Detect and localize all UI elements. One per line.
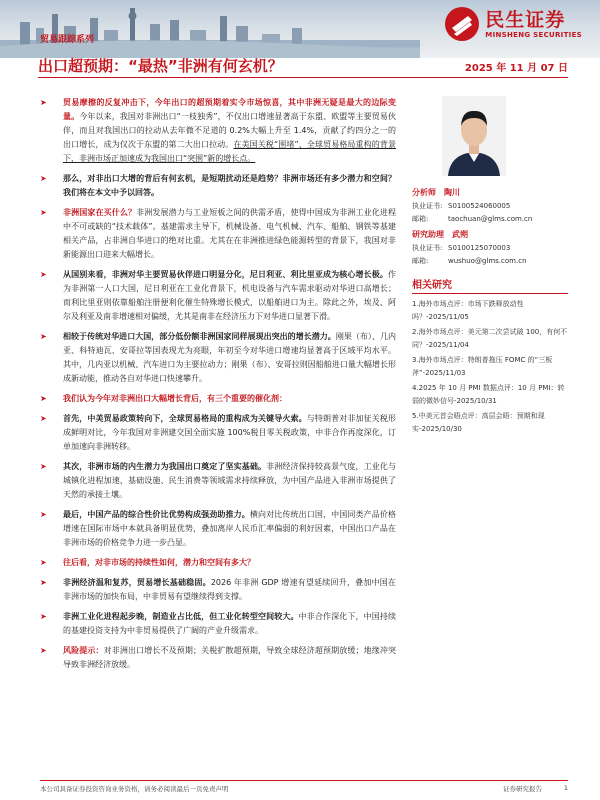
paragraph-text: 往后看，对非市场的持续性如何，潜力和空间有多大？ [63, 558, 255, 567]
paragraph-text: 非洲发展潜力与工业短板之间的供需矛盾，使得中国成为非洲工业化进程中不可或缺的“技术载体”。基建需求主导下，机械设备、电气机械、汽车、船舶、钢铁等基建相关产品，占非洲自华进口的绝对比重。尤其在在非洲推进绿色能源转型的背景下，我国对非新能源出口迎来大幅增长。 [63, 208, 396, 259]
paragraph-text: 首先，中美贸易政策转向下，全球贸易格局的重构成为关键导火索。 [63, 414, 307, 423]
paragraph [40, 576, 396, 604]
paragraph [40, 610, 396, 638]
page-number: 1 [563, 784, 568, 792]
bullet-arrow-icon: ➤ [40, 578, 47, 587]
paragraph [40, 460, 396, 502]
paragraph-text: 贸易摩擦的反复冲击下，今年出口的超预期着实令市场惊喜，其中非洲无疑是最大的边际变量。 [63, 98, 396, 121]
paragraph [40, 556, 396, 570]
bullet-arrow-icon: ➤ [40, 174, 47, 183]
bullet-arrow-icon: ➤ [40, 394, 47, 403]
paragraph-text: 刚果（布）、几内亚、科特迪瓦、安哥拉等国表现尤为亮眼，年初至今对华进口增速均显著高于区域平均水平。其中，几内亚以机械、汽车进口为主要拉动力；刚果（布）、安哥拉则因船舶进口量大幅增长形成新动能，推动各自对华进口快速攀升。 [63, 332, 396, 383]
analyst-role: 研究助理 [412, 230, 444, 239]
paragraph [40, 268, 396, 324]
analyst-name: 武朔 [452, 230, 468, 239]
footer-divider [40, 780, 568, 781]
sidebar [412, 96, 568, 438]
paragraph [40, 644, 396, 672]
paragraph [40, 392, 396, 406]
email-label: 邮箱: [412, 257, 429, 265]
bullet-arrow-icon: ➤ [40, 462, 47, 471]
paragraph-text: 我们认为今年对非洲出口大幅增长背后，有三个重要的催化剂： [63, 394, 287, 403]
paragraph-text: 今年以来，我国对非洲出口“一枝独秀”，不仅出口增速显著高于东盟、欧盟等主要贸易伙伴，而且对我国出口的拉动从去年微不足道的 0.2%大幅上升至 1.4%，贡献了约四分之一的出口增长，成为仅次于东盟的第二大出口拉动。 [63, 112, 396, 149]
paragraph-text: 作为非洲第一人口大国，尼日利亚在工业化背景下，机电设备与汽车需求驱动对华进口高增长；而利比里亚则依靠船舶注册便利化催生特殊增长模式，以船舶进口为主。除此之外，埃及、阿尔及利亚及南非增速相对偏缓，尤其是南非在经济压力下对华进口显著下滑。 [63, 270, 396, 321]
city-skyline-image [0, 0, 420, 58]
bullet-arrow-icon: ➤ [40, 612, 47, 621]
cert-number: S0100125070003 [448, 244, 511, 252]
paragraph-text: 非洲经济保持较高景气度，工业化与城镇化进程加速，基础设施、民生消费等领域需求持续释放，为中国产品进入非洲市场提供了天然的承接土壤。 [63, 462, 396, 499]
email-label: 邮箱: [412, 215, 429, 223]
cert-number: S0100524060005 [448, 202, 511, 210]
cert-label: 执业证书: [412, 202, 443, 210]
bullet-arrow-icon: ➤ [40, 332, 47, 341]
footer-report-type: 证券研究报告 [503, 785, 542, 793]
paragraph-text: 横向对比传统出口国，中国同类产品价格增速在国际市场中本就具备明显优势，叠加离岸人民币汇率偏弱的利好因素，中国出口产品在非洲市场的价格竞争力进一步凸显。 [63, 510, 396, 547]
paragraph-text: 非洲国家在买什么？ [63, 208, 137, 217]
analyst-block [412, 228, 568, 268]
paragraph-text: 非洲经济温和复苏，贸易增长基础稳固。 [63, 578, 211, 587]
paragraph [40, 206, 396, 262]
page-title: 出口超预期：“最热”非洲有何玄机？ [38, 57, 283, 75]
related-research-link[interactable]: 4.2025 年 10 月 PMI 数据点评：10 月 PMI：转弱的微妙信号-2025/10/31 [412, 384, 565, 405]
paragraph [40, 508, 396, 550]
title-row [38, 55, 568, 77]
bullet-arrow-icon: ➤ [40, 510, 47, 519]
analyst-block [412, 186, 568, 226]
report-date: 2025 年 11 月 07 日 [464, 63, 568, 74]
logo-chinese-text: 民生证券 [485, 9, 566, 31]
header-banner [0, 0, 600, 58]
minsheng-logo [444, 6, 582, 42]
related-research-link[interactable]: 3.海外市场点评：特朗普拖压 FOMC 的“三板斧”-2025/11/03 [412, 356, 553, 377]
paragraph [40, 172, 396, 200]
paragraph-text: 对非洲出口增长不及预期；关税扩散超预期，导致全球经济超预期放缓；地缘冲突导致非洲经济放缓。 [63, 646, 396, 669]
related-research-list [412, 298, 568, 436]
report-series: 贸易跟踪系列 [40, 35, 95, 45]
analyst-info [412, 186, 568, 268]
bullet-arrow-icon: ➤ [40, 98, 47, 107]
related-research-link[interactable]: 5.中美元首会晤点评：高层会晤：预期和现实-2025/10/30 [412, 412, 545, 433]
analyst-photo [442, 96, 506, 176]
bullet-arrow-icon: ➤ [40, 270, 47, 279]
paragraph-text: 与特朗普对非加征关税形成鲜明对比，今年我国对非洲建交国全面实施 100%税目零关税政策，中非合作再度深化，订单加速向非洲转移。 [63, 414, 396, 451]
paragraph [40, 330, 396, 386]
analyst-email[interactable]: wushuo@glms.com.cn [448, 257, 527, 265]
footer [40, 784, 568, 796]
paragraph-text: 其次，非洲市场的内生潜力为我国出口奠定了坚实基础。 [63, 462, 267, 471]
analyst-email[interactable]: taochuan@glms.com.cn [448, 215, 533, 223]
logo-english-text: MINSHENG SECURITIES [485, 31, 582, 39]
footer-disclaimer: 本公司具备证券投资咨询业务资格，请务必阅读最后一页免责声明 [40, 785, 229, 793]
cert-label: 执业证书: [412, 244, 443, 252]
analyst-name: 陶川 [444, 188, 460, 197]
paragraph-text: 风险提示： [63, 646, 104, 655]
paragraph-text: 2026 年非洲 GDP 增速有望延续回升，叠加中国在非洲市场的加快布局，中非贸易有望继续得到支撑。 [63, 578, 397, 601]
related-research-heading: 相关研究 [412, 276, 568, 294]
paragraph-text: 在美国关税“围堵”、全球贸易格局重构的背景下，非洲市场正加速成为我国出口“突围”新的增长点。 [63, 140, 397, 163]
paragraph [40, 96, 396, 166]
main-content [40, 96, 396, 678]
logo-mark-icon [444, 6, 480, 42]
bullet-arrow-icon: ➤ [40, 558, 47, 567]
paragraph-text: 最后，中国产品的综合性价比优势构成强劲助推力。 [63, 510, 250, 519]
paragraph [40, 412, 396, 454]
paragraph-text: 相较于传统对华进口大国，部分低份额非洲国家同样展现出突出的增长潜力。 [63, 332, 336, 341]
paragraph-text: 中非合作深化下，中国持续的基建投资支持为中非贸易提供了广阔的产业升级需求。 [63, 612, 396, 635]
paragraph-text: 非洲工业化进程起步晚，制造业占比低，但工业化转型空间较大。 [63, 612, 299, 621]
bullet-arrow-icon: ➤ [40, 646, 47, 655]
bullet-arrow-icon: ➤ [40, 208, 47, 217]
paragraph-text: 从国别来看，非洲对华主要贸易伙伴进口明显分化，尼日利亚、利比里亚成为核心增长极。 [63, 270, 388, 279]
bullet-arrow-icon: ➤ [40, 414, 47, 423]
related-research-link[interactable]: 2.海外市场点评：美元第二次尝试破 100，有何不同？-2025/11/04 [412, 328, 568, 349]
title-divider [38, 77, 568, 78]
analyst-role: 分析师 [412, 188, 436, 197]
paragraph-text: 那么，对非出口大增的背后有何玄机，是短期扰动还是趋势？非洲市场还有多少潜力和空间？我们将在本文中予以回答。 [63, 174, 396, 197]
related-research-link[interactable]: 1.海外市场点评：市场下跌释放动性吗？-2025/11/05 [412, 300, 524, 321]
